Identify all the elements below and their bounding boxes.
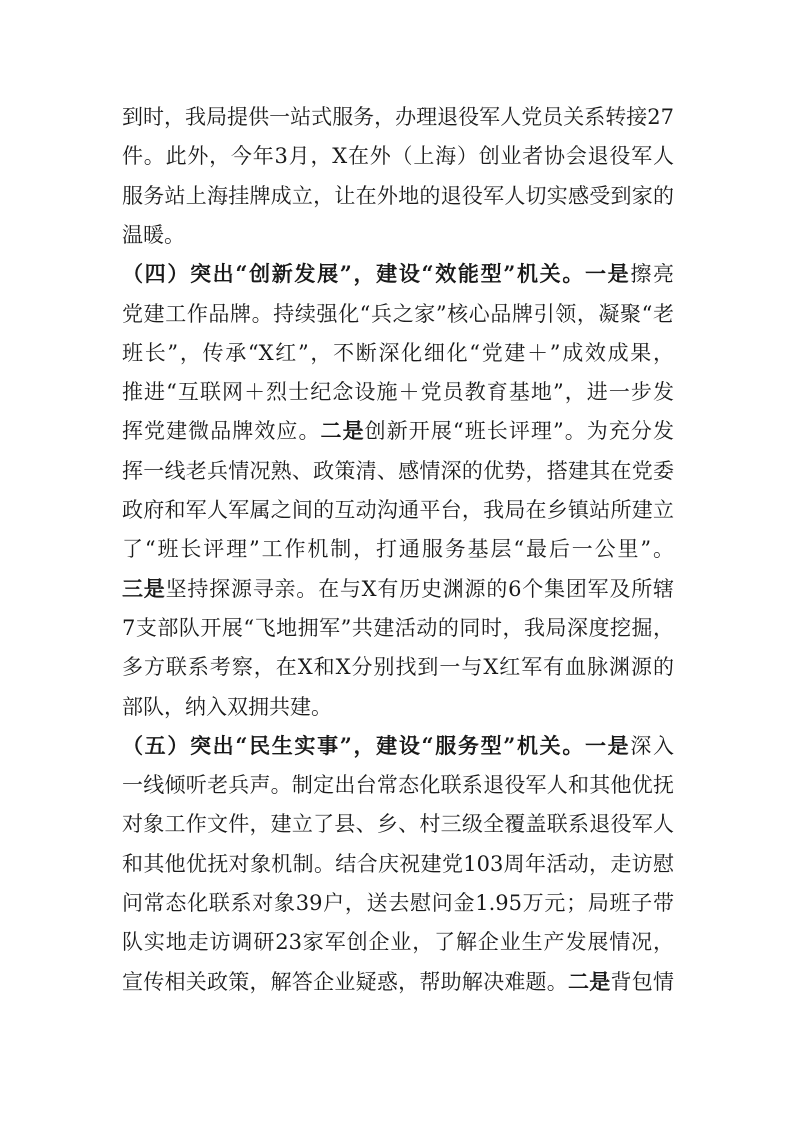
- text-segment: 7支部队开展“飞地拥军”共建活动的同时，我局深度挖掘，: [122, 615, 674, 640]
- text-line: [122, 451, 674, 491]
- text-segment: 背包情: [610, 969, 674, 994]
- bold-text-segment: 三是: [122, 575, 166, 601]
- text-line: [122, 294, 674, 334]
- text-segment: 多方联系考察，在X和X分别找到一与X红军有血脉渊源的: [122, 655, 674, 680]
- text-segment: 部队，纳入双拥共建。: [122, 694, 332, 719]
- text-segment: 挥一线老兵情况熟、政策清、感情深的优势，搭建其在党委: [122, 458, 674, 483]
- text-line: [122, 647, 674, 687]
- text-line: [122, 136, 674, 176]
- text-segment: 一线倾听老兵声。制定出台常态化联系退役军人和其他优抚: [122, 773, 674, 798]
- text-segment: 温暖。: [122, 222, 185, 247]
- text-segment: 擦亮: [630, 262, 674, 287]
- bold-text-segment: （四）突出“创新发展”，建设“效能型”机关。一是: [122, 261, 631, 287]
- text-line: [122, 569, 674, 609]
- text-line: [122, 687, 674, 727]
- text-segment: 问常态化联系对象39户，送去慰问金1.95万元；局班子带: [122, 891, 674, 915]
- text-line: [122, 529, 674, 569]
- text-segment: 党建工作品牌。持续强化“兵之家”核心品牌引领，凝聚“老: [122, 301, 674, 326]
- text-line: [122, 254, 674, 294]
- text-line: [122, 411, 674, 451]
- text-segment: 对象工作文件，建立了县、乡、村三级全覆盖联系退役军人: [122, 812, 674, 837]
- text-segment: 和其他优抚对象机制。结合庆祝建党103周年活动，走访慰: [122, 851, 674, 876]
- text-segment: 了“班长评理”工作机制，打通服务基层“最后一公里”。: [122, 537, 674, 562]
- text-segment: 件。此外，今年3月，X在外（上海）创业者协会退役军人: [122, 144, 674, 169]
- text-segment: 班长”，传承“X红”，不断深化细化“党建＋”成效成果，: [122, 340, 674, 365]
- text-segment: 推进“互联网＋烈士纪念设施＋党员教育基地”，进一步发: [122, 380, 674, 405]
- bold-text-segment: 二是: [320, 418, 365, 444]
- bold-text-segment: 二是: [568, 968, 611, 994]
- text-segment: 坚持探源寻亲。在与X有历史渊源的6个集团军及所辖: [165, 576, 674, 601]
- text-line: [122, 726, 674, 766]
- text-line: [122, 215, 674, 255]
- text-line: [122, 922, 674, 962]
- text-line: [122, 608, 674, 648]
- text-line: [122, 844, 674, 884]
- text-segment: 政府和军人军属之间的互动沟通平台，我局在乡镇站所建立: [122, 498, 674, 522]
- text-line: [122, 333, 674, 373]
- text-segment: 到时，我局提供一站式服务，办理退役军人党员关系转接27: [122, 105, 674, 129]
- text-segment: 挥党建微品牌效应。: [122, 419, 321, 444]
- text-line: [122, 372, 674, 412]
- text-line: [122, 97, 674, 137]
- text-line: [122, 883, 674, 923]
- text-segment: 深入: [630, 733, 674, 758]
- text-segment: 服务站上海挂牌成立，让在外地的退役军人切实感受到家的: [122, 183, 674, 208]
- text-line: [122, 962, 674, 1002]
- text-segment: 创新开展“班长评理”。为充分发: [364, 419, 674, 444]
- text-line: [122, 176, 674, 216]
- text-line: [122, 804, 674, 844]
- text-segment: 宣传相关政策，解答企业疑惑，帮助解决难题。: [122, 969, 569, 994]
- bold-text-segment: （五）突出“民生实事”，建设“服务型”机关。一是: [122, 732, 631, 758]
- text-segment: 队实地走访调研23家军创企业，了解企业生产发展情况，: [122, 930, 674, 955]
- text-line: [122, 765, 674, 805]
- text-line: [122, 490, 674, 530]
